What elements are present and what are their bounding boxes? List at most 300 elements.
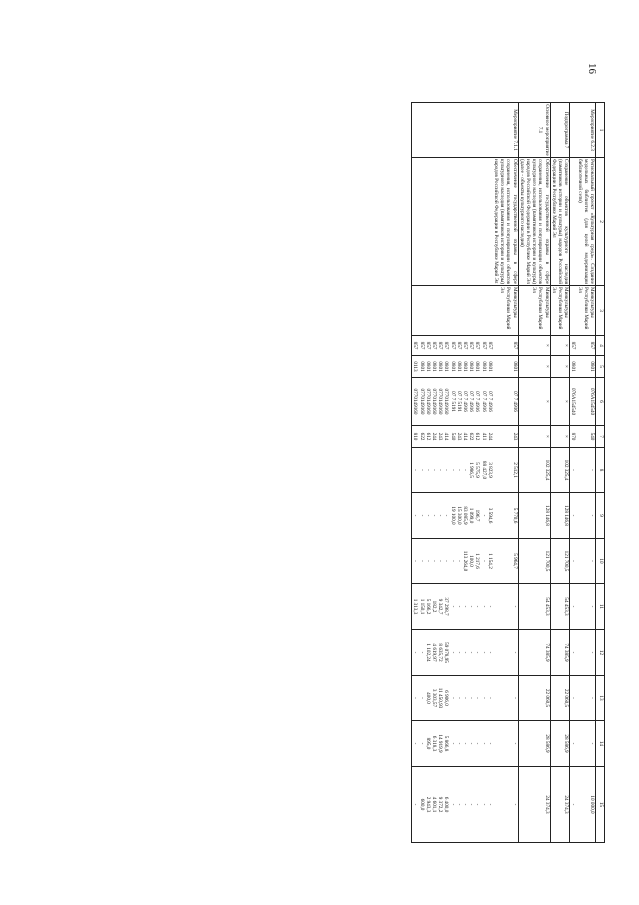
executor-cell <box>449 286 455 336</box>
amount-cell: 895,0 <box>425 721 431 767</box>
amount-cell: 74 385,9 <box>518 630 550 676</box>
amount-cell: - <box>418 721 424 767</box>
executor-cell: Минкультуры Республики Марий Эл <box>576 286 595 336</box>
column-header-15: 15 <box>596 767 605 843</box>
amount-cell: 22 060,5 <box>518 676 550 721</box>
page-number: 16 <box>586 63 598 74</box>
executor-cell <box>418 286 424 336</box>
amount-cell: 14 919,9 <box>437 721 443 767</box>
amount-cell: 3 303,57 <box>431 676 437 721</box>
header-row <box>596 103 605 843</box>
column-header-4: 4 <box>596 336 605 356</box>
amount-cell: - <box>418 493 424 539</box>
amount-cell: 1 150,1 <box>418 584 424 630</box>
item-code-cell <box>449 103 455 158</box>
amount-cell: 3 594,6 <box>487 493 493 539</box>
amount-cell: 4 619,97 <box>431 630 437 676</box>
amount-cell: - <box>418 539 424 584</box>
item-code-cell <box>456 103 462 158</box>
item-name-cell <box>431 158 437 286</box>
amount-cell: - <box>480 584 486 630</box>
amount-cell: 8 635,72 <box>437 630 443 676</box>
table-row <box>449 103 455 843</box>
amount-cell: - <box>570 584 577 630</box>
amount-cell: 6 400,0 <box>443 767 449 843</box>
item-name-cell <box>418 158 424 286</box>
amount-cell: - <box>570 721 577 767</box>
grbs-cell: 857 <box>487 336 493 356</box>
amount-cell: 54 453,3 <box>550 584 570 630</box>
amount-cell: - <box>412 493 419 539</box>
item-code-cell <box>487 103 493 158</box>
amount-cell: 196,7 <box>474 493 480 539</box>
amount-cell: - <box>412 539 419 584</box>
item-code-cell <box>468 103 474 158</box>
amount-cell: 83 085,9 <box>462 493 468 539</box>
amount-cell: 24 374,3 <box>550 767 570 843</box>
executor-cell <box>425 286 431 336</box>
amount-cell: - <box>480 493 486 539</box>
amount-cell: 54 453,3 <box>518 584 550 630</box>
vr-cell: 243 <box>493 426 518 448</box>
amount-cell: - <box>474 676 480 721</box>
vr-cell: 810 <box>412 426 419 448</box>
column-header-11: 11 <box>596 584 605 630</box>
amount-cell: 37 298,7 <box>443 584 449 630</box>
grbs-cell: 857 <box>493 336 518 356</box>
amount-cell: 1 102,24 <box>425 630 431 676</box>
amount-cell: - <box>412 767 419 843</box>
amount-cell: - <box>449 676 455 721</box>
amount-cell: - <box>576 539 595 584</box>
column-header-1: 1 <box>596 103 605 158</box>
amount-cell: - <box>449 584 455 630</box>
amount-cell: - <box>462 676 468 721</box>
executor-cell <box>487 286 493 336</box>
amount-cell: - <box>418 448 424 493</box>
item-name-cell <box>462 158 468 286</box>
vr-cell: 244 <box>487 426 493 448</box>
amount-cell: - <box>570 539 577 584</box>
vr-cell: × <box>550 426 570 448</box>
item-name-cell <box>412 158 419 286</box>
amount-cell: - <box>412 630 419 676</box>
column-header-12: 12 <box>596 630 605 676</box>
csr-cell: 076А154540 <box>576 378 595 426</box>
amount-cell: - <box>449 767 455 843</box>
rzpr-cell: 0801 <box>431 356 437 378</box>
amount-cell: 1 217,6 <box>474 539 480 584</box>
amount-cell: - <box>493 721 518 767</box>
amount-cell: - <box>480 539 486 584</box>
rzpr-cell: 0113 <box>412 356 419 378</box>
amount-cell: 19 100,0 <box>449 493 455 539</box>
table-body <box>412 103 596 843</box>
amount-cell: - <box>468 676 474 721</box>
item-name-cell <box>456 158 462 286</box>
vr-cell: × <box>518 426 550 448</box>
table-row <box>570 103 577 843</box>
amount-cell: 24 374,3 <box>518 767 550 843</box>
rzpr-cell: × <box>518 356 550 378</box>
amount-cell: - <box>487 676 493 721</box>
amount-cell: 121 700,5 <box>550 539 570 584</box>
item-name-cell <box>449 158 455 286</box>
grbs-cell: × <box>550 336 570 356</box>
column-header-3: 3 <box>596 286 605 336</box>
amount-cell: 3 823,9 <box>487 448 493 493</box>
executor-cell <box>437 286 443 336</box>
item-code-cell <box>437 103 443 158</box>
amount-cell: - <box>487 584 493 630</box>
csr-cell: 0770149160 <box>418 378 424 426</box>
amount-cell: - <box>570 676 577 721</box>
rzpr-cell: 0801 <box>443 356 449 378</box>
amount-cell: - <box>443 493 449 539</box>
grbs-cell: 857 <box>576 336 595 356</box>
amount-cell: - <box>418 630 424 676</box>
amount-cell: - <box>425 448 431 493</box>
amount-cell: - <box>462 448 468 493</box>
amount-cell: 6 318,3 <box>431 721 437 767</box>
amount-cell: - <box>576 493 595 539</box>
amount-cell: 9 342,7 <box>437 584 443 630</box>
amount-cell: - <box>443 539 449 584</box>
vr-cell: 870 <box>570 426 577 448</box>
table-row <box>468 103 474 843</box>
amount-cell: 28 586,9 <box>550 721 570 767</box>
amount-cell: 1 986,5 <box>468 448 474 493</box>
csr-cell: 0770149160 <box>425 378 431 426</box>
amount-cell: - <box>474 630 480 676</box>
amount-cell: 59 078,95 <box>443 630 449 676</box>
amount-cell: - <box>431 448 437 493</box>
csr-cell: 0770149160 <box>443 378 449 426</box>
rzpr-cell: 0801 <box>462 356 468 378</box>
csr-cell: 07 7 4916 <box>468 378 474 426</box>
amount-cell: - <box>456 676 462 721</box>
amount-cell: 11 450,93 <box>437 676 443 721</box>
amount-cell: 102 325,4 <box>550 448 570 493</box>
amount-cell: - <box>570 630 577 676</box>
table-row <box>425 103 431 843</box>
vr-cell: 540 <box>576 426 595 448</box>
amount-cell: - <box>576 721 595 767</box>
amount-cell: 102 325,4 <box>518 448 550 493</box>
amount-cell: 5 166,2 <box>425 584 431 630</box>
column-header-10: 10 <box>596 539 605 584</box>
grbs-cell: × <box>518 336 550 356</box>
item-name-cell <box>437 158 443 286</box>
amount-cell: - <box>493 584 518 630</box>
rzpr-cell: 0801 <box>418 356 424 378</box>
amount-cell: - <box>570 493 577 539</box>
amount-cell: 2 512,1 <box>493 448 518 493</box>
amount-cell: - <box>480 676 486 721</box>
rzpr-cell: 0801 <box>474 356 480 378</box>
amount-cell: - <box>480 721 486 767</box>
amount-cell: - <box>570 448 577 493</box>
column-header-14: 14 <box>596 721 605 767</box>
amount-cell: - <box>412 676 419 721</box>
item-name-cell <box>468 158 474 286</box>
rzpr-cell: 0801 <box>493 356 518 378</box>
executor-cell <box>456 286 462 336</box>
amount-cell: - <box>468 721 474 767</box>
amount-cell: - <box>487 721 493 767</box>
item-code-cell <box>462 103 468 158</box>
vr-cell: 540 <box>449 426 455 448</box>
amount-cell: - <box>456 767 462 843</box>
item-code-cell: Мероприятие 6.2.3 <box>576 103 595 158</box>
amount-cell: - <box>474 584 480 630</box>
table-row <box>518 103 550 843</box>
executor-cell <box>462 286 468 336</box>
rzpr-cell: × <box>550 356 570 378</box>
column-header-6: 6 <box>596 378 605 426</box>
amount-cell: - <box>468 584 474 630</box>
amount-cell: - <box>456 721 462 767</box>
vr-cell: 414 <box>462 426 468 448</box>
amount-cell: - <box>576 676 595 721</box>
csr-cell: 0770149160 <box>412 378 419 426</box>
amount-cell: 5 866,8 <box>443 721 449 767</box>
amount-cell: - <box>462 767 468 843</box>
item-code-cell <box>412 103 419 158</box>
column-header-2: 2 <box>596 158 605 286</box>
amount-cell: - <box>493 767 518 843</box>
amount-cell: - <box>449 630 455 676</box>
amount-cell: - <box>437 539 443 584</box>
rzpr-cell: 0801 <box>480 356 486 378</box>
amount-cell: 5 770,6 <box>493 493 518 539</box>
amount-cell: 5 964,7 <box>493 539 518 584</box>
item-name-cell <box>443 158 449 286</box>
column-header-7: 7 <box>596 426 605 448</box>
amount-cell: - <box>431 539 437 584</box>
amount-cell: 128 146,8 <box>550 493 570 539</box>
csr-cell: 07 7 4916 <box>480 378 486 426</box>
grbs-cell: 857 <box>443 336 449 356</box>
amount-cell: - <box>570 767 577 843</box>
amount-cell: - <box>487 630 493 676</box>
amount-cell: - <box>468 767 474 843</box>
rotated-table-container <box>95 102 605 842</box>
table-row <box>474 103 480 843</box>
amount-cell: - <box>425 493 431 539</box>
csr-cell: 07 7 4916 <box>487 378 493 426</box>
grbs-cell: 857 <box>468 336 474 356</box>
item-code-cell <box>480 103 486 158</box>
amount-cell: - <box>456 448 462 493</box>
amount-cell: 10 000,0 <box>576 767 595 843</box>
item-code-cell <box>431 103 437 158</box>
vr-cell: 622 <box>468 426 474 448</box>
item-code-cell <box>443 103 449 158</box>
item-code-cell <box>570 103 577 158</box>
amount-cell: 100,0 <box>468 539 474 584</box>
amount-cell: - <box>449 539 455 584</box>
table-row <box>437 103 443 843</box>
item-code-cell: Основное мероприятие 7.1 <box>518 103 550 158</box>
item-code-cell: Подпрограмма 7 <box>550 103 570 158</box>
executor-cell: Минкультуры Республики Марий Эл <box>550 286 570 336</box>
column-header-13: 13 <box>596 676 605 721</box>
amount-cell: - <box>487 767 493 843</box>
grbs-cell: 857 <box>412 336 419 356</box>
amount-cell: - <box>462 630 468 676</box>
amount-cell: 6 906,0 <box>443 676 449 721</box>
vr-cell: 414 <box>443 426 449 448</box>
amount-cell: - <box>412 721 419 767</box>
item-name-cell: Обеспечение государственной охраны в сфере сохранения, использования и популяризации объектов культурного наследия (памятников истории и культуры) народов Российской Федерации в Республике Марий Эл <box>492 159 518 284</box>
amount-cell: - <box>480 630 486 676</box>
csr-cell: × <box>550 378 570 426</box>
amount-cell: - <box>456 539 462 584</box>
rzpr-cell: 0801 <box>437 356 443 378</box>
csr-cell: 0770149160 <box>431 378 437 426</box>
amount-cell: - <box>449 448 455 493</box>
amount-cell: 15 300,0 <box>456 493 462 539</box>
grbs-cell: 857 <box>480 336 486 356</box>
amount-cell: 1 099,0 <box>468 493 474 539</box>
csr-cell: 07 7 4916 <box>462 378 468 426</box>
amount-cell: 600,0 <box>418 767 424 843</box>
amount-cell: - <box>576 448 595 493</box>
amount-cell: - <box>576 630 595 676</box>
grbs-cell: 857 <box>431 336 437 356</box>
grbs-cell: 857 <box>418 336 424 356</box>
amount-cell: 400,0 <box>425 676 431 721</box>
rzpr-cell: 0801 <box>487 356 493 378</box>
item-code-cell <box>474 103 480 158</box>
vr-cell: 243 <box>456 426 462 448</box>
rzpr-cell: 0801 <box>576 356 595 378</box>
item-code-cell <box>425 103 431 158</box>
table-row <box>412 103 419 843</box>
vr-cell: 411 <box>480 426 486 448</box>
vr-cell: 622 <box>418 426 424 448</box>
vr-cell: 612 <box>425 426 431 448</box>
grbs-cell: 857 <box>570 336 577 356</box>
amount-cell: 182,2 <box>431 584 437 630</box>
csr-cell: 0770149160 <box>437 378 443 426</box>
csr-cell: 07 7 5191 <box>456 378 462 426</box>
amount-cell: - <box>456 584 462 630</box>
amount-cell: - <box>437 448 443 493</box>
grbs-cell: 857 <box>437 336 443 356</box>
grbs-cell: 857 <box>425 336 431 356</box>
table-row <box>480 103 486 843</box>
item-name-cell <box>480 158 486 286</box>
amount-cell: - <box>437 493 443 539</box>
csr-cell: 07 7 5191 <box>449 378 455 426</box>
item-code-cell <box>418 103 424 158</box>
csr-cell: 07 7 4916 <box>474 378 480 426</box>
column-header-5: 5 <box>596 356 605 378</box>
amount-cell: 1 313,3 <box>412 584 419 630</box>
executor-cell <box>474 286 480 336</box>
amount-cell: 22 060,5 <box>550 676 570 721</box>
budget-table <box>411 102 605 843</box>
item-name-cell <box>425 158 431 286</box>
grbs-cell: 857 <box>474 336 480 356</box>
grbs-cell: 857 <box>456 336 462 356</box>
amount-cell: - <box>418 676 424 721</box>
executor-cell: Минкультуры Республики Марий Эл <box>518 286 550 336</box>
amount-cell: 2 943,3 <box>425 767 431 843</box>
item-name-cell: Региональный проект «Культурная среда». Создание модельных библиотек (для целей модернизации библиотечной сети) <box>576 159 595 284</box>
grbs-cell: 857 <box>449 336 455 356</box>
table-row <box>493 103 518 843</box>
rzpr-cell: 0801 <box>456 356 462 378</box>
vr-cell: 243 <box>437 426 443 448</box>
rzpr-cell: 0801 <box>570 356 577 378</box>
amount-cell: 113 264,0 <box>462 539 468 584</box>
amount-cell: 28 586,9 <box>518 721 550 767</box>
csr-cell: 07 7 4916 <box>493 378 518 426</box>
amount-cell: - <box>468 630 474 676</box>
amount-cell: 74 385,9 <box>550 630 570 676</box>
rzpr-cell: 0801 <box>468 356 474 378</box>
amount-cell: 9 372,2 <box>437 767 443 843</box>
table-row <box>418 103 424 843</box>
rzpr-cell: 0801 <box>425 356 431 378</box>
item-name-cell <box>570 158 577 286</box>
item-name-cell <box>474 158 480 286</box>
vr-cell: 612 <box>474 426 480 448</box>
table-row <box>456 103 462 843</box>
grbs-cell: 857 <box>462 336 468 356</box>
amount-cell: 121 700,5 <box>518 539 550 584</box>
amount-cell: - <box>480 767 486 843</box>
amount-cell: - <box>493 676 518 721</box>
rzpr-cell: 0801 <box>449 356 455 378</box>
amount-cell: - <box>576 584 595 630</box>
vr-cell: 244 <box>431 426 437 448</box>
amount-cell: - <box>443 448 449 493</box>
table-row <box>576 103 595 843</box>
amount-cell: - <box>474 721 480 767</box>
executor-cell: Минкультуры Республики Марий Эл <box>493 286 518 336</box>
column-header-8: 8 <box>596 448 605 493</box>
amount-cell: - <box>462 721 468 767</box>
column-header-9: 9 <box>596 493 605 539</box>
amount-cell: - <box>474 767 480 843</box>
csr-cell: 076А154540 <box>570 378 577 426</box>
executor-cell <box>468 286 474 336</box>
amount-cell: 5 575,9 <box>474 448 480 493</box>
amount-cell: - <box>456 630 462 676</box>
executor-cell <box>443 286 449 336</box>
amount-cell: - <box>425 539 431 584</box>
amount-cell: - <box>462 584 468 630</box>
item-name-cell: Обеспечение государственной охраны в сфере сохранения, использования и популяризации объектов культурного наследия (памятников истории и культуры) народов Российской Федерации в Республике Марий Эл (далее - объекты культурного наследия) <box>518 159 550 284</box>
amount-cell: 88 427,0 <box>480 448 486 493</box>
amount-cell: - <box>449 721 455 767</box>
amount-cell: - <box>493 630 518 676</box>
table-row <box>550 103 570 843</box>
table-row <box>443 103 449 843</box>
table-row <box>431 103 437 843</box>
item-name-cell: Сохранение объектов культурного наследия (памятников истории и культуры) народов Российской Федерации в Республике Марий Эл <box>550 159 570 284</box>
executor-cell <box>570 286 577 336</box>
executor-cell <box>412 286 419 336</box>
amount-cell: - <box>412 448 419 493</box>
amount-cell: 1 154,2 <box>487 539 493 584</box>
amount-cell: - <box>431 493 437 539</box>
amount-cell: 4 601,1 <box>431 767 437 843</box>
